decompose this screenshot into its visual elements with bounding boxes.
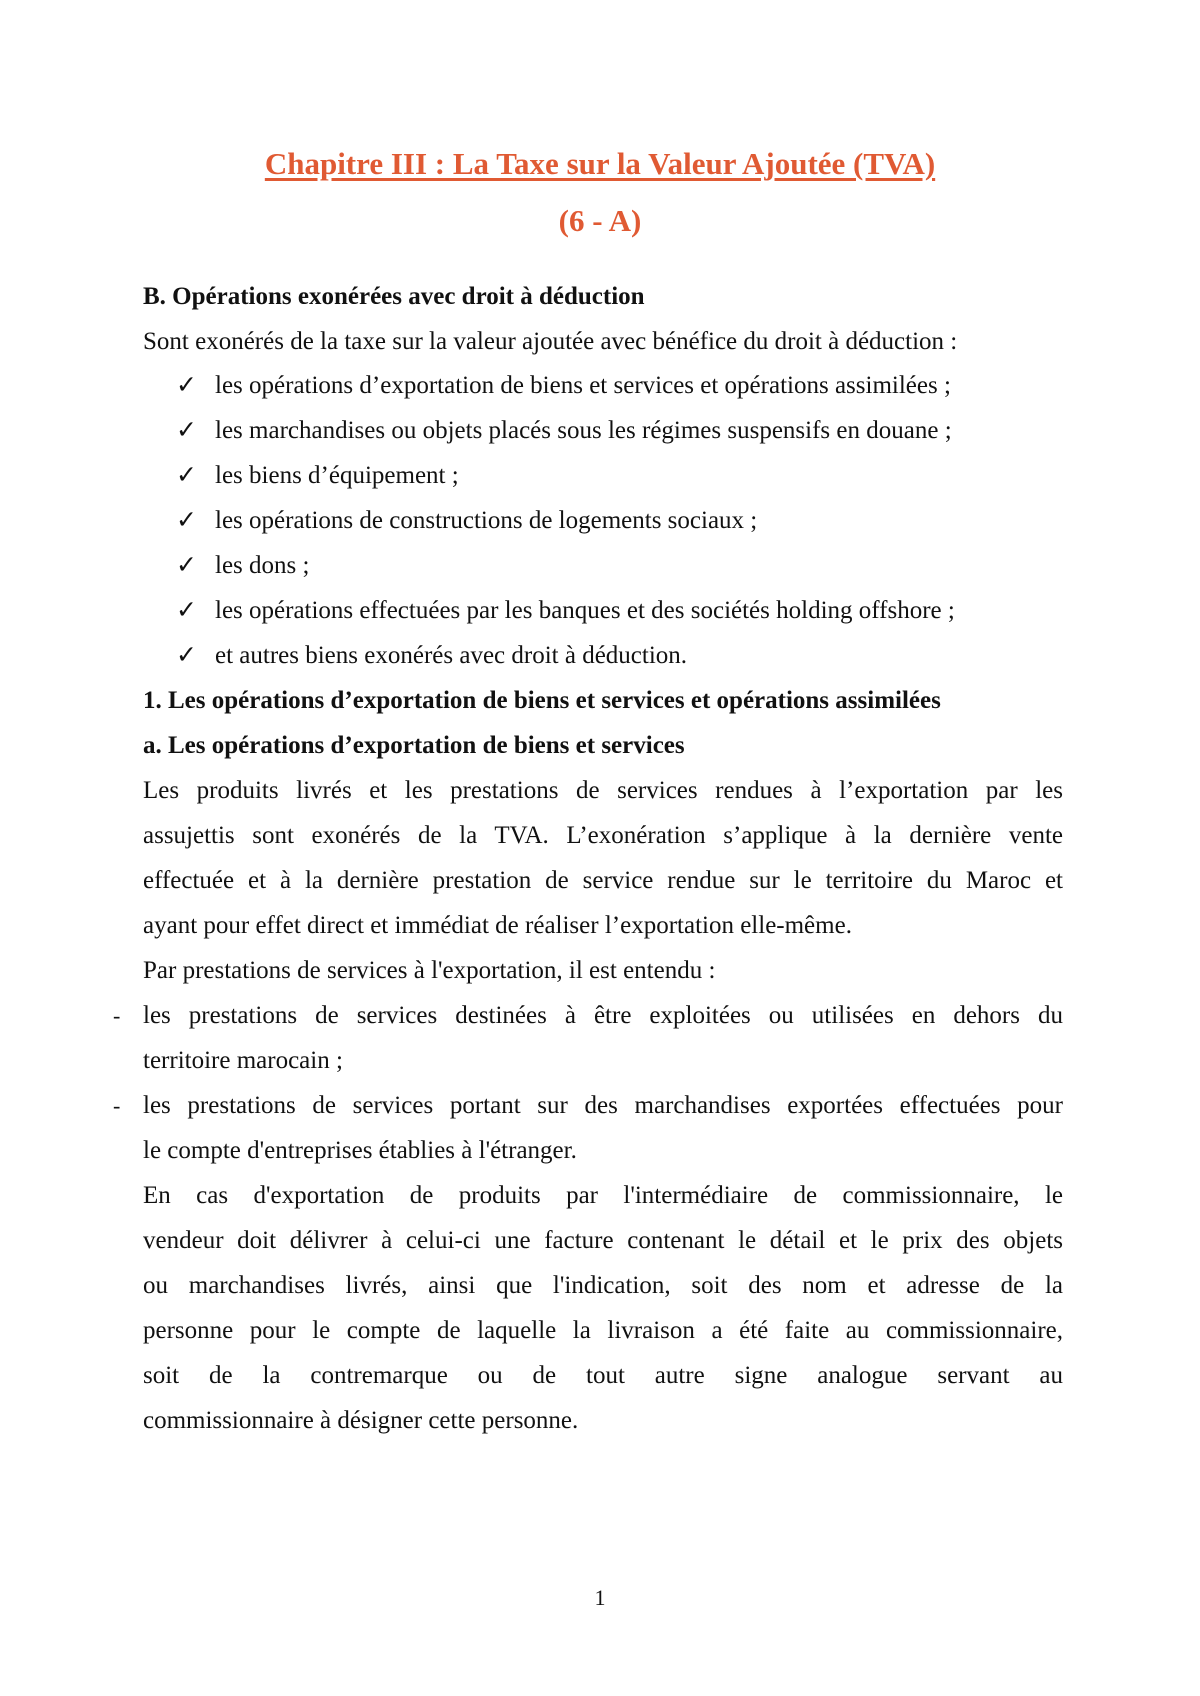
check-list-item: les marchandises ou objets placés sous les régimes suspensifs en douane ;: [215, 417, 952, 444]
chapter-subtitle: (6 - A): [558, 203, 642, 238]
paragraph-line: effectuée et à la dernière prestation de service rendue sur le territoire du Maroc et: [143, 867, 1063, 894]
paragraph-line: commissionnaire à désigner cette personne.: [143, 1407, 579, 1434]
page-number: 1: [594, 1585, 606, 1610]
paragraph-line: Par prestations de services à l'exportation, il est entendu :: [143, 957, 716, 984]
section-a-heading: a. Les opérations d’exportation de biens et services: [143, 732, 685, 759]
dash-bullet: -: [113, 1003, 121, 1028]
dash-list-item-line: les prestations de services destinées à être exploitées ou utilisées en dehors du: [143, 1002, 1063, 1029]
chapter-title: Chapitre III : La Taxe sur la Valeur Ajoutée (TVA): [264, 146, 936, 181]
check-list-item: les dons ;: [215, 552, 310, 579]
dash-list-item-line: territoire marocain ;: [143, 1047, 343, 1074]
check-list-item: les biens d’équipement ;: [215, 462, 459, 489]
check-icon: ✓: [176, 417, 197, 444]
check-icon: ✓: [176, 642, 197, 669]
check-icon: ✓: [176, 462, 197, 489]
dash-bullet: -: [113, 1093, 121, 1118]
paragraph-line: vendeur doit délivrer à celui-ci une facture contenant le détail et le prix des objets: [143, 1227, 1063, 1254]
check-list-item: les opérations d’exportation de biens et services et opérations assimilées ;: [215, 372, 951, 399]
paragraph-line: assujettis sont exonérés de la TVA. L’exonération s’applique à la dernière vente: [143, 822, 1063, 849]
paragraph-line: soit de la contremarque ou de tout autre signe analogue servant au: [143, 1362, 1063, 1389]
paragraph-line: ayant pour effet direct et immédiat de réaliser l’exportation elle-même.: [143, 912, 852, 939]
section-b-intro: Sont exonérés de la taxe sur la valeur ajoutée avec bénéfice du droit à déduction :: [143, 328, 958, 355]
check-list-item: et autres biens exonérés avec droit à déduction.: [215, 642, 688, 669]
check-icon: ✓: [176, 597, 197, 624]
paragraph-line: En cas d'exportation de produits par l'intermédiaire de commissionnaire, le: [143, 1182, 1063, 1209]
check-list-item: les opérations de constructions de logements sociaux ;: [215, 507, 758, 534]
section-1-heading: 1. Les opérations d’exportation de biens et services et opérations assimilées: [143, 687, 941, 714]
paragraph-line: personne pour le compte de laquelle la livraison a été faite au commissionnaire,: [143, 1317, 1063, 1344]
paragraph-line: ou marchandises livrés, ainsi que l'indication, soit des nom et adresse de la: [143, 1272, 1063, 1299]
section-b-heading: B. Opérations exonérées avec droit à déduction: [143, 283, 645, 310]
check-icon: ✓: [176, 552, 197, 579]
dash-list-item-line: les prestations de services portant sur des marchandises exportées effectuées pour: [143, 1092, 1063, 1119]
check-list-item: les opérations effectuées par les banques et des sociétés holding offshore ;: [215, 597, 955, 624]
dash-list-item-line: le compte d'entreprises établies à l'étranger.: [143, 1137, 577, 1164]
check-icon: ✓: [176, 507, 197, 534]
paragraph-line: Les produits livrés et les prestations de services rendues à l’exportation par les: [143, 777, 1063, 804]
check-icon: ✓: [176, 372, 197, 399]
